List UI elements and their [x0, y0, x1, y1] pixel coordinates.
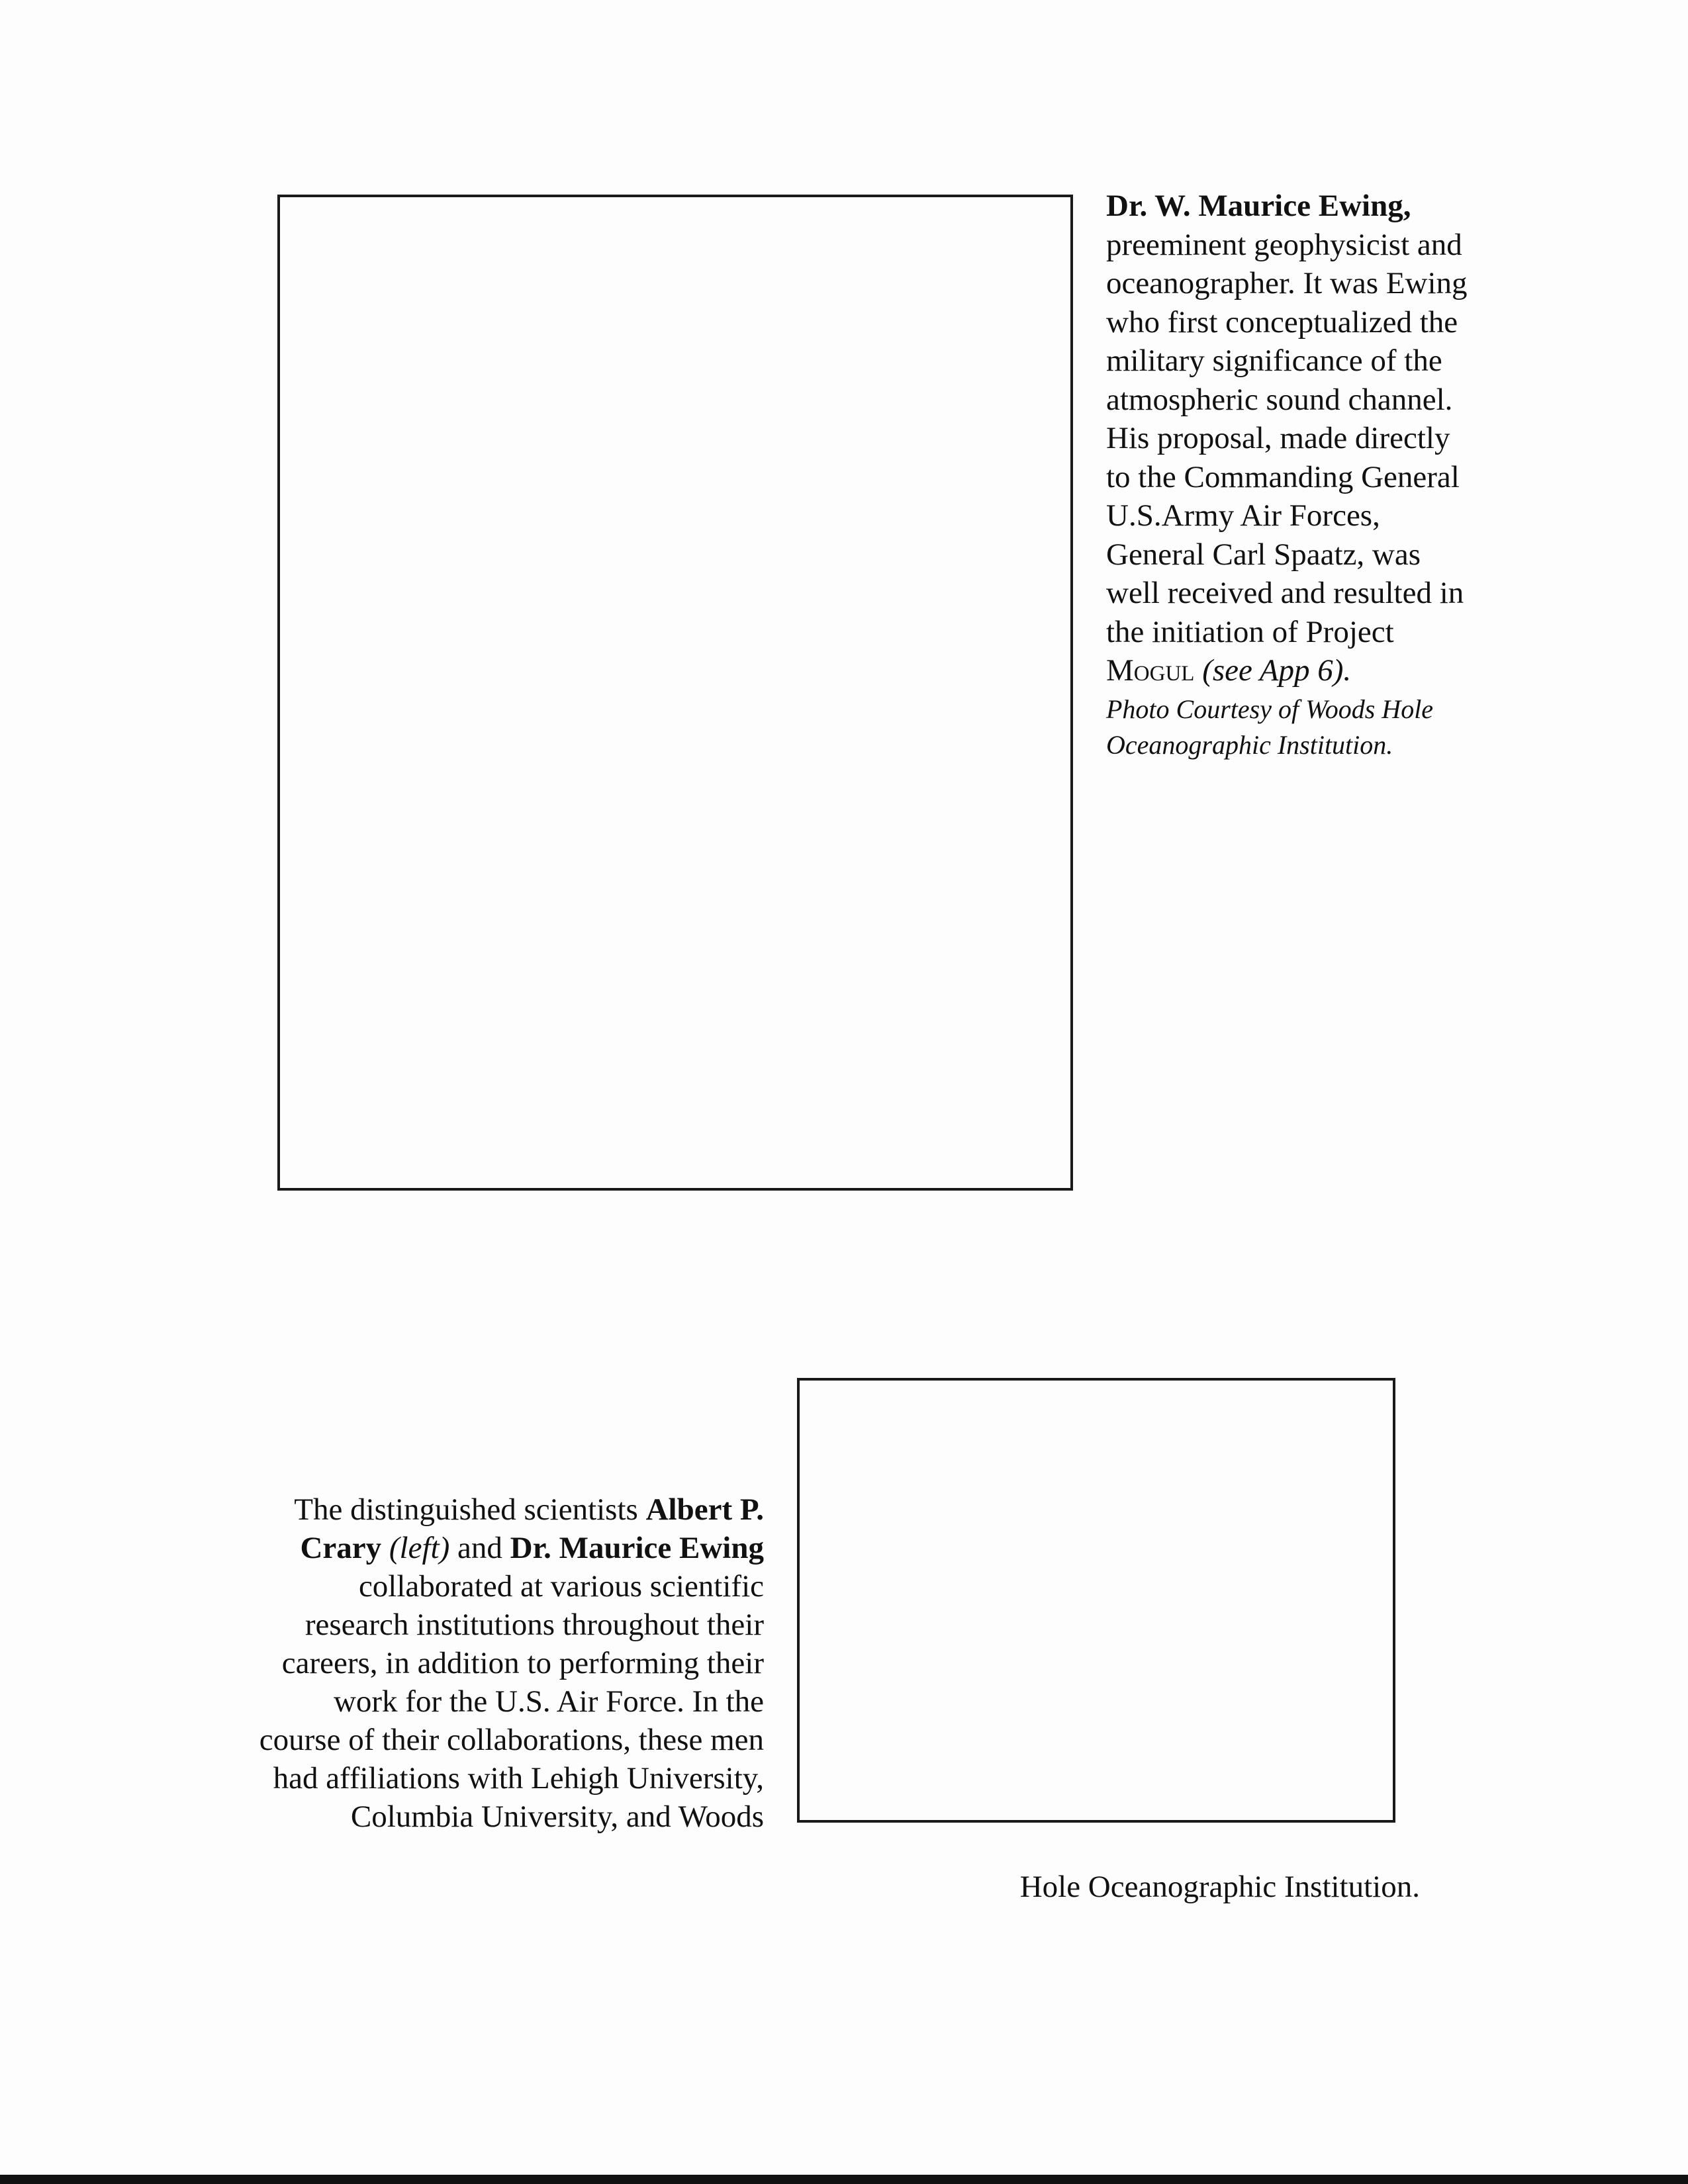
caption-person-name: Dr. W. Maurice Ewing,	[1106, 189, 1411, 223]
caption-body: preeminent geophysicist and oceanographer. It was Ewing who first conceptualized the military significance of the atmospheric sound channel. His proposal, made directly to the Commanding General U.S.Army Air Forces, General Carl Spaatz, was well received and resulted in the initiation of Project	[1106, 227, 1468, 649]
caption-person-ewing: Dr. Maurice Ewing	[510, 1531, 764, 1565]
caption-continuation: Hole Oceanographic Institution.	[1019, 1870, 1420, 1904]
ewing-photo-caption	[1106, 187, 1477, 763]
photo-credit: Photo Courtesy of Woods Hole Oceanographic Institution.	[1106, 694, 1434, 760]
crary-ewing-photo-caption	[252, 1490, 764, 1836]
page-bottom-rule	[0, 2175, 1688, 2184]
photo-frame-crary-ewing	[797, 1378, 1395, 1823]
caption-position-note: (left)	[389, 1531, 450, 1565]
caption-person-crary: Albert P. Crary	[300, 1492, 764, 1565]
caption-conjunction: and	[457, 1531, 502, 1565]
photo-frame-ewing	[277, 195, 1073, 1191]
caption-intro: The distinguished scientists	[294, 1492, 638, 1527]
project-name: Mogul	[1106, 653, 1195, 688]
caption-body: collaborated at various scientific research institutions throughout their careers, in addition to performing their work for the U.S. Air Force. In the course of their collaborations, these men had affiliations with Lehigh University, Columbia University, and Woods	[259, 1569, 764, 1834]
appendix-reference: (see App 6).	[1202, 653, 1352, 688]
